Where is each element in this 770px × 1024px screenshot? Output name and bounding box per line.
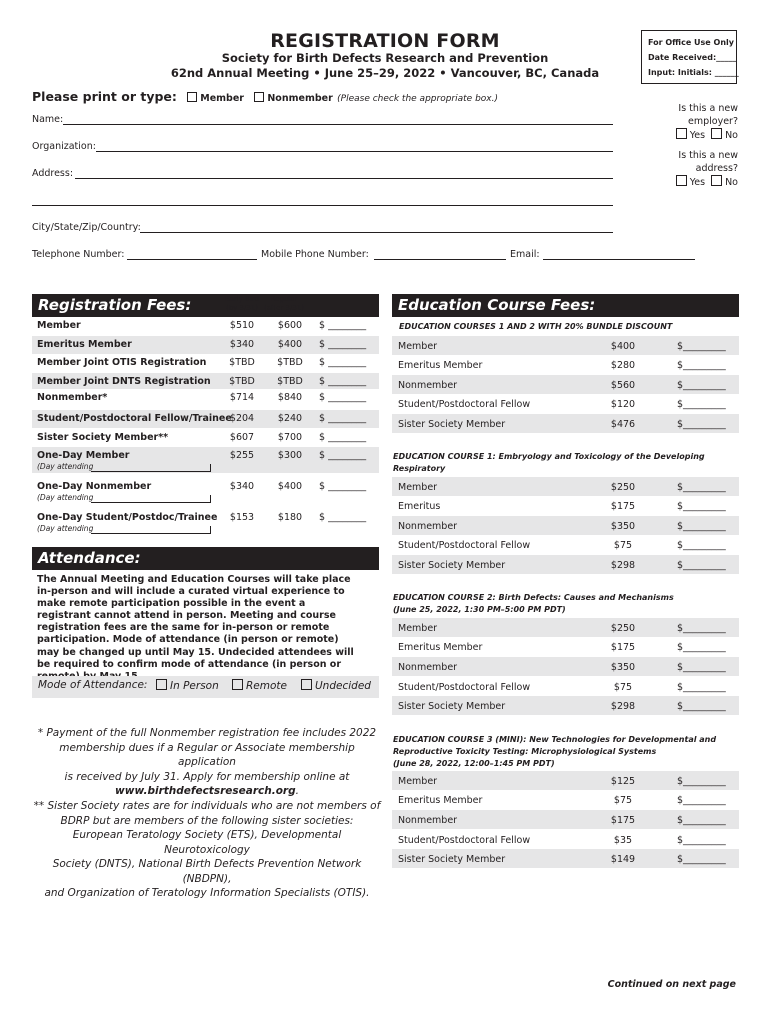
in-person-checkbox[interactable] bbox=[156, 679, 167, 690]
education-row-label: Member bbox=[398, 482, 438, 493]
registration-amount-field[interactable]: $ ________ bbox=[319, 357, 367, 368]
attendance-header bbox=[32, 547, 379, 570]
regular-price: $300 bbox=[277, 450, 303, 461]
education-row-label: Emeritus Member bbox=[398, 795, 483, 806]
regular-price: $TBD bbox=[277, 376, 303, 387]
education-amount-field[interactable]: $_________ bbox=[677, 501, 726, 512]
undecided-checkbox[interactable] bbox=[301, 679, 312, 690]
early-bird-price: $607 bbox=[229, 432, 255, 443]
education-price: $280 bbox=[610, 360, 636, 371]
course2-title: EDUCATION COURSE 2: Birth Defects: Causes and Mechanisms bbox=[393, 593, 674, 602]
registration-row-label: Nonmember* bbox=[37, 392, 108, 403]
new-employer-options bbox=[640, 128, 738, 141]
remote-label: Remote bbox=[246, 680, 287, 692]
registration-fees-title: Registration Fees: bbox=[38, 296, 192, 314]
education-amount-field[interactable]: $_________ bbox=[677, 815, 726, 826]
education-price: $75 bbox=[613, 795, 633, 806]
nonmember-note-line: membership dues if a Regular or Associate membership application bbox=[59, 741, 355, 768]
registration-amount-field[interactable]: $ ________ bbox=[319, 432, 367, 443]
education-price: $476 bbox=[610, 419, 636, 430]
city-field[interactable] bbox=[140, 232, 613, 233]
attendance-title: Attendance: bbox=[38, 549, 141, 567]
education-row-label: Emeritus Member bbox=[398, 642, 483, 653]
in-person-label: In Person bbox=[170, 680, 219, 692]
education-price: $175 bbox=[610, 642, 636, 653]
address-field[interactable] bbox=[75, 178, 613, 179]
education-price: $175 bbox=[610, 815, 636, 826]
early-bird-price: $TBD bbox=[229, 376, 255, 387]
day-attending-field[interactable] bbox=[91, 471, 211, 472]
education-amount-field[interactable]: $_________ bbox=[677, 419, 726, 430]
education-price: $250 bbox=[610, 482, 636, 493]
no-label: No bbox=[725, 130, 738, 141]
education-amount-field[interactable]: $_________ bbox=[677, 776, 726, 787]
email-label: Email: bbox=[510, 249, 540, 260]
bundle-heading: EDUCATION COURSES 1 AND 2 WITH 20% BUNDLE DISCOUNT bbox=[399, 322, 673, 331]
regular-price: $840 bbox=[277, 392, 303, 403]
education-amount-field[interactable]: $_________ bbox=[677, 360, 726, 371]
regular-price: $600 bbox=[277, 320, 303, 331]
nonmember-note-line: * Payment of the full Nonmember registration fee includes 2022 bbox=[37, 727, 377, 739]
city-label: City/State/Zip/Country: bbox=[32, 222, 141, 233]
regular-price: $TBD bbox=[277, 357, 303, 368]
regular-price: $400 bbox=[277, 481, 303, 492]
education-price: $149 bbox=[610, 854, 636, 865]
education-amount-field[interactable]: $_________ bbox=[677, 854, 726, 865]
input-initials: Input: Initials: ______ bbox=[648, 68, 739, 77]
membership-url-link[interactable]: www.birthdefectsresearch.org bbox=[115, 785, 296, 797]
remote-option bbox=[232, 679, 287, 692]
mode-of-attendance-row bbox=[32, 676, 379, 698]
sister-note-line: European Teratology Society (ETS), Developmental Neurotoxicology bbox=[72, 829, 342, 856]
education-row-label: Student/Postdoctoral Fellow bbox=[398, 835, 531, 846]
early-bird-price: $255 bbox=[229, 450, 255, 461]
education-price: $35 bbox=[613, 835, 633, 846]
undecided-label: Undecided bbox=[315, 680, 371, 692]
new-address-no-checkbox[interactable] bbox=[711, 175, 722, 186]
education-amount-field[interactable]: $_________ bbox=[677, 701, 726, 712]
nonmember-note: * Payment of the full Nonmember registration fee includes 2022 membership dues if a Regular or Associate membership application is received by July 31. Apply for membership online at www.birthdefectsresearch.org. bbox=[32, 726, 382, 799]
education-amount-field[interactable]: $_________ bbox=[677, 399, 726, 410]
education-row-label: Nonmember bbox=[398, 815, 458, 826]
meeting-info: 62nd Annual Meeting • June 25–29, 2022 • Vancouver, BC, Canada bbox=[170, 66, 600, 80]
education-row-label: Sister Society Member bbox=[398, 419, 506, 430]
regular-sub: (after 3/31) bbox=[264, 304, 304, 312]
nonmember-note-line: is received by July 31. Apply for membership online at bbox=[64, 770, 350, 783]
new-employer-no-checkbox[interactable] bbox=[711, 128, 722, 139]
day-attending-label: (Day attending bbox=[37, 493, 94, 502]
education-price: $400 bbox=[610, 341, 636, 352]
early-bird-price: $510 bbox=[229, 320, 255, 331]
education-fees-title: Education Course Fees: bbox=[398, 296, 596, 314]
course2-heading bbox=[393, 592, 738, 616]
education-row-label: Student/Postdoctoral Fellow bbox=[398, 540, 531, 551]
education-row-label: Sister Society Member bbox=[398, 560, 506, 571]
sister-note-line: Society (DNTS), National Birth Defects Prevention Network (NBDPN), bbox=[52, 858, 362, 885]
regular-header bbox=[258, 295, 310, 313]
registration-row-label: Sister Society Member** bbox=[37, 432, 169, 443]
regular-label: Regular bbox=[270, 295, 298, 303]
new-address-yes-checkbox[interactable] bbox=[676, 175, 687, 186]
day-attending-field[interactable] bbox=[91, 502, 211, 503]
date-received: Date Received:_____ bbox=[648, 53, 737, 62]
early-bird-price: $TBD bbox=[229, 357, 255, 368]
org-name: Society for Birth Defects Research and Prevention bbox=[221, 51, 549, 65]
sister-note-line: BDRP but are members of the following sister societies: bbox=[60, 814, 354, 827]
early-bird-price: $714 bbox=[229, 392, 255, 403]
early-bird-sub: (by 3/31) bbox=[226, 304, 258, 312]
education-row-label: Member bbox=[398, 776, 438, 787]
registration-fees-header bbox=[32, 294, 379, 317]
course3-title: EDUCATION COURSE 3 (MINI): New Technologies for Developmental and bbox=[393, 735, 717, 744]
organization-label: Organization: bbox=[32, 141, 96, 152]
registration-amount-field[interactable]: $ ________ bbox=[319, 512, 367, 523]
telephone-field[interactable] bbox=[127, 259, 257, 260]
education-price: $298 bbox=[610, 701, 636, 712]
education-amount-field[interactable]: $_________ bbox=[677, 835, 726, 846]
regular-price: $240 bbox=[277, 413, 303, 424]
registration-row-label: Student/Postdoctoral Fellow/Trainee bbox=[37, 413, 232, 424]
registration-row-label: One-Day Member bbox=[37, 450, 130, 461]
education-row-label: Nonmember bbox=[398, 380, 458, 391]
office-use-box bbox=[641, 30, 737, 84]
early-bird-label: Early Bird bbox=[225, 295, 259, 303]
education-row-label: Student/Postdoctoral Fellow bbox=[398, 682, 531, 693]
name-field[interactable] bbox=[63, 124, 613, 125]
no-label: No bbox=[725, 177, 738, 188]
sister-society-note bbox=[32, 799, 382, 901]
yes-label: Yes bbox=[689, 130, 706, 141]
education-price: $75 bbox=[613, 540, 633, 551]
continued-note: Continued on next page bbox=[607, 979, 736, 990]
education-amount-field[interactable]: $_________ bbox=[677, 642, 726, 653]
education-row-label: Member bbox=[398, 341, 438, 352]
education-price: $175 bbox=[610, 501, 636, 512]
new-employer-question: Is this a new employer? bbox=[678, 103, 738, 127]
registration-row-label: Member bbox=[37, 320, 81, 331]
member-option-label: Member bbox=[200, 93, 244, 104]
education-price: $120 bbox=[610, 399, 636, 410]
education-price: $350 bbox=[610, 662, 636, 673]
registration-row-label: One-Day Nonmember bbox=[37, 481, 152, 492]
early-bird-price: $340 bbox=[229, 481, 255, 492]
registration-amount-field[interactable]: $ ________ bbox=[319, 450, 367, 461]
day-attending-bracket bbox=[210, 464, 211, 472]
education-price: $350 bbox=[610, 521, 636, 532]
education-amount-field[interactable]: $_________ bbox=[677, 795, 726, 806]
organization-field[interactable] bbox=[96, 151, 613, 152]
new-address-question: Is this a new address? bbox=[678, 150, 738, 174]
education-amount-field[interactable]: $_________ bbox=[677, 341, 726, 352]
course3-subtitle: Reproductive Toxicity Testing: Microphysiological Systems bbox=[393, 747, 657, 756]
education-amount-field[interactable]: $_________ bbox=[677, 540, 726, 551]
registration-row-label: Member Joint DNTS Registration bbox=[37, 376, 211, 387]
registration-amount-field[interactable]: $ ________ bbox=[319, 376, 367, 387]
education-amount-field[interactable]: $_________ bbox=[677, 623, 726, 634]
sister-note-line: and Organization of Teratology Information Specialists (OTIS). bbox=[44, 887, 370, 899]
education-row-label: Nonmember bbox=[398, 662, 458, 673]
education-amount-field[interactable]: $_________ bbox=[677, 521, 726, 532]
mobile-field[interactable] bbox=[374, 259, 506, 260]
day-attending-label: (Day attending bbox=[37, 462, 94, 471]
education-price: $75 bbox=[613, 682, 633, 693]
mobile-label: Mobile Phone Number: bbox=[261, 249, 369, 260]
education-price: $125 bbox=[610, 776, 636, 787]
member-checkbox[interactable] bbox=[187, 92, 197, 102]
new-employer-yes-checkbox[interactable] bbox=[676, 128, 687, 139]
attendance-text: The Annual Meeting and Education Courses will take place in-person and will include a curated virtual experience to make remote participation possible in the event a registrant cannot attend in person. Meeting and course registration fees are the same for in-person or remote participation. Mode of attendance (in person or remote) may be changed up until May 15. Undecided attendees will be required to confirm mode of attendance (in person or bbox=[37, 574, 354, 670]
early-bird-price: $340 bbox=[229, 339, 255, 350]
name-label: Name: bbox=[32, 114, 64, 125]
registration-amount-field[interactable]: $ ________ bbox=[319, 392, 367, 403]
in-person-option bbox=[156, 679, 219, 692]
day-attending-bracket bbox=[210, 526, 211, 534]
regular-price: $180 bbox=[277, 512, 303, 523]
print-type-hint: (Please check the appropriate box.) bbox=[337, 94, 498, 104]
regular-price: $400 bbox=[277, 339, 303, 350]
course3-date: (June 28, 2022, 12:00–1:45 PM PDT) bbox=[393, 759, 555, 768]
education-fees-header bbox=[392, 294, 739, 317]
education-row-label: Sister Society Member bbox=[398, 854, 506, 865]
education-price: $250 bbox=[610, 623, 636, 634]
early-bird-price: $204 bbox=[229, 413, 255, 424]
early-bird-price: $153 bbox=[229, 512, 255, 523]
yes-label: Yes bbox=[689, 177, 706, 188]
nonmember-checkbox[interactable] bbox=[254, 92, 264, 102]
new-address-options bbox=[640, 175, 738, 188]
remote-checkbox[interactable] bbox=[232, 679, 243, 690]
education-amount-field[interactable]: $_________ bbox=[677, 380, 726, 391]
day-attending-field[interactable] bbox=[91, 533, 211, 534]
day-attending-bracket bbox=[210, 495, 211, 503]
education-row-label: Emeritus bbox=[398, 501, 441, 512]
education-amount-field[interactable]: $_________ bbox=[677, 560, 726, 571]
email-field[interactable] bbox=[543, 259, 695, 260]
mode-label: Mode of Attendance: bbox=[38, 679, 148, 691]
education-amount-field[interactable]: $_________ bbox=[677, 662, 726, 673]
form-title: REGISTRATION FORM bbox=[270, 30, 500, 52]
office-use-title: For Office Use Only bbox=[648, 38, 734, 47]
print-type-label: Please print or type: bbox=[32, 89, 177, 104]
print-type-row bbox=[32, 89, 498, 104]
education-row-label: Nonmember bbox=[398, 521, 458, 532]
education-price: $560 bbox=[610, 380, 636, 391]
address-field-line2[interactable] bbox=[32, 205, 613, 206]
education-amount-field[interactable]: $_________ bbox=[677, 482, 726, 493]
education-row-label: Member bbox=[398, 623, 438, 634]
course3-heading bbox=[393, 734, 738, 770]
address-label: Address: bbox=[32, 168, 74, 179]
registration-row-label: One-Day Student/Postdoc/Trainee bbox=[37, 512, 218, 523]
day-attending-label: (Day attending bbox=[37, 524, 94, 533]
registration-row-label: Emeritus Member bbox=[37, 339, 132, 350]
education-row-label: Emeritus Member bbox=[398, 360, 483, 371]
undecided-option bbox=[301, 679, 371, 692]
education-price: $298 bbox=[610, 560, 636, 571]
course2-date: (June 25, 2022, 1:30 PM–5:00 PM PDT) bbox=[393, 605, 566, 614]
regular-price: $700 bbox=[277, 432, 303, 443]
education-row-label: Student/Postdoctoral Fellow bbox=[398, 399, 531, 410]
telephone-label: Telephone Number: bbox=[32, 249, 125, 260]
registration-amount-field[interactable]: $ ________ bbox=[319, 339, 367, 350]
course1-title: EDUCATION COURSE 1: Embryology and Toxicology of the Developing Respiratory bbox=[393, 452, 705, 473]
registration-amount-field[interactable]: $ ________ bbox=[319, 481, 367, 492]
education-amount-field[interactable]: $_________ bbox=[677, 682, 726, 693]
registration-row-label: Member Joint OTIS Registration bbox=[37, 357, 207, 368]
registration-amount-field[interactable]: $ ________ bbox=[319, 320, 367, 331]
registration-amount-field[interactable]: $ ________ bbox=[319, 413, 367, 424]
education-row-label: Sister Society Member bbox=[398, 701, 506, 712]
sister-note-line: ** Sister Society rates are for individuals who are not members of bbox=[33, 800, 381, 812]
nonmember-option-label: Nonmember bbox=[267, 93, 333, 104]
